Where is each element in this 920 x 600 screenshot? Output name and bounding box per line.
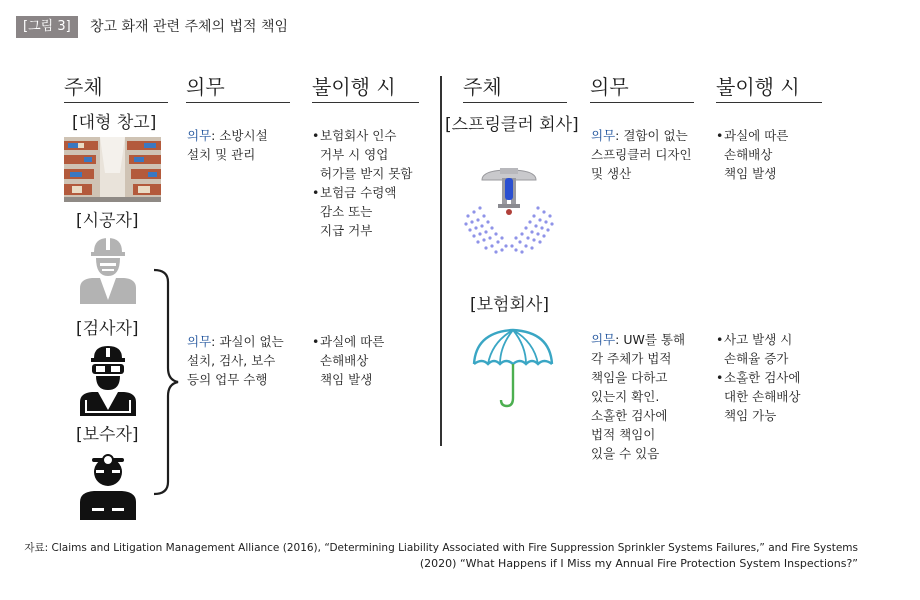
warehouse-duty: 의무: 소방시설 설치 및 관리 [187,128,268,162]
insurer-breach-item: • 사고 발생 시 손해율 증가 [716,332,793,366]
contractors-breach [312,332,432,389]
entity-builder-label: [시공자] [76,211,139,231]
left-header-duty: 의무 [186,74,290,103]
warehouse-breach-item: • 보험금 수령액 감소 또는 지급 거부 [312,185,397,238]
figure-title: 창고 화재 관련 주체의 법적 책임 [90,19,289,35]
inspector-goggles-icon [80,344,136,416]
warehouse-breach [312,126,432,240]
entity-maintainer-label: [보수자] [76,425,139,445]
figure-tag: [그림 3] [16,16,78,38]
warehouse-photo [64,137,161,202]
right-header-duty: 의무 [590,74,694,103]
entity-sprinkler-label: [스프링클러 회사] [445,115,579,135]
source-line-1: 자료: Claims and Litigation Management Alliance (2016), “Determining Liability Associated with Fire Suppression Sprinkler Systems Failures,” and Fire Systems [24,542,858,554]
hardhat-worker-icon [80,236,136,304]
right-header-entity: 주체 [463,74,567,103]
duty-keyword: 의무 [591,128,616,143]
entity-warehouse-label: [대형 창고] [72,113,157,133]
sprinkler-breach [716,126,836,183]
maintainer-headlamp-icon [80,450,136,520]
insurer-breach-item: • 소홀한 검사에 대한 손해배상 책임 가능 [716,370,801,423]
sprinkler-breach-item: • 과실에 따른 손해배상 책임 발생 [716,128,789,181]
column-divider [440,76,442,446]
source-line-2: (2020) “What Happens if I Miss my Annual Fire Protection System Inspections?” [419,557,858,570]
insurer-breach [716,330,836,425]
entity-insurer-label: [보험회사] [470,295,549,315]
umbrella-icon [470,326,556,408]
right-header-breach: 불이행 시 [716,74,822,103]
left-header-breach: 불이행 시 [312,74,419,103]
sprinkler-head-icon [460,164,558,258]
contractors-breach-item: • 과실에 따른 손해배상 책임 발생 [312,334,385,387]
insurer-duty: 의무: UW를 통해 각 주체가 법적 책임을 다하고 있는지 확인. 소홀한 검사에 법적 책임이 있을 수 있음 [591,332,686,461]
entity-inspector-label: [검사자] [76,319,139,339]
warehouse-breach-item: • 보험회사 인수 거부 시 영업 허가를 받지 못함 [312,128,413,181]
duty-keyword: 의무 [187,334,212,349]
duty-keyword: 의무 [187,128,212,143]
group-bracket [150,268,180,496]
left-header-entity: 주체 [64,74,168,103]
duty-keyword: 의무 [591,332,616,347]
contractors-duty: 의무: 과실이 없는 설치, 검사, 보수 등의 업무 수행 [187,334,284,387]
sprinkler-duty: 의무: 결함이 없는 스프링클러 디자인 및 생산 [591,128,692,181]
